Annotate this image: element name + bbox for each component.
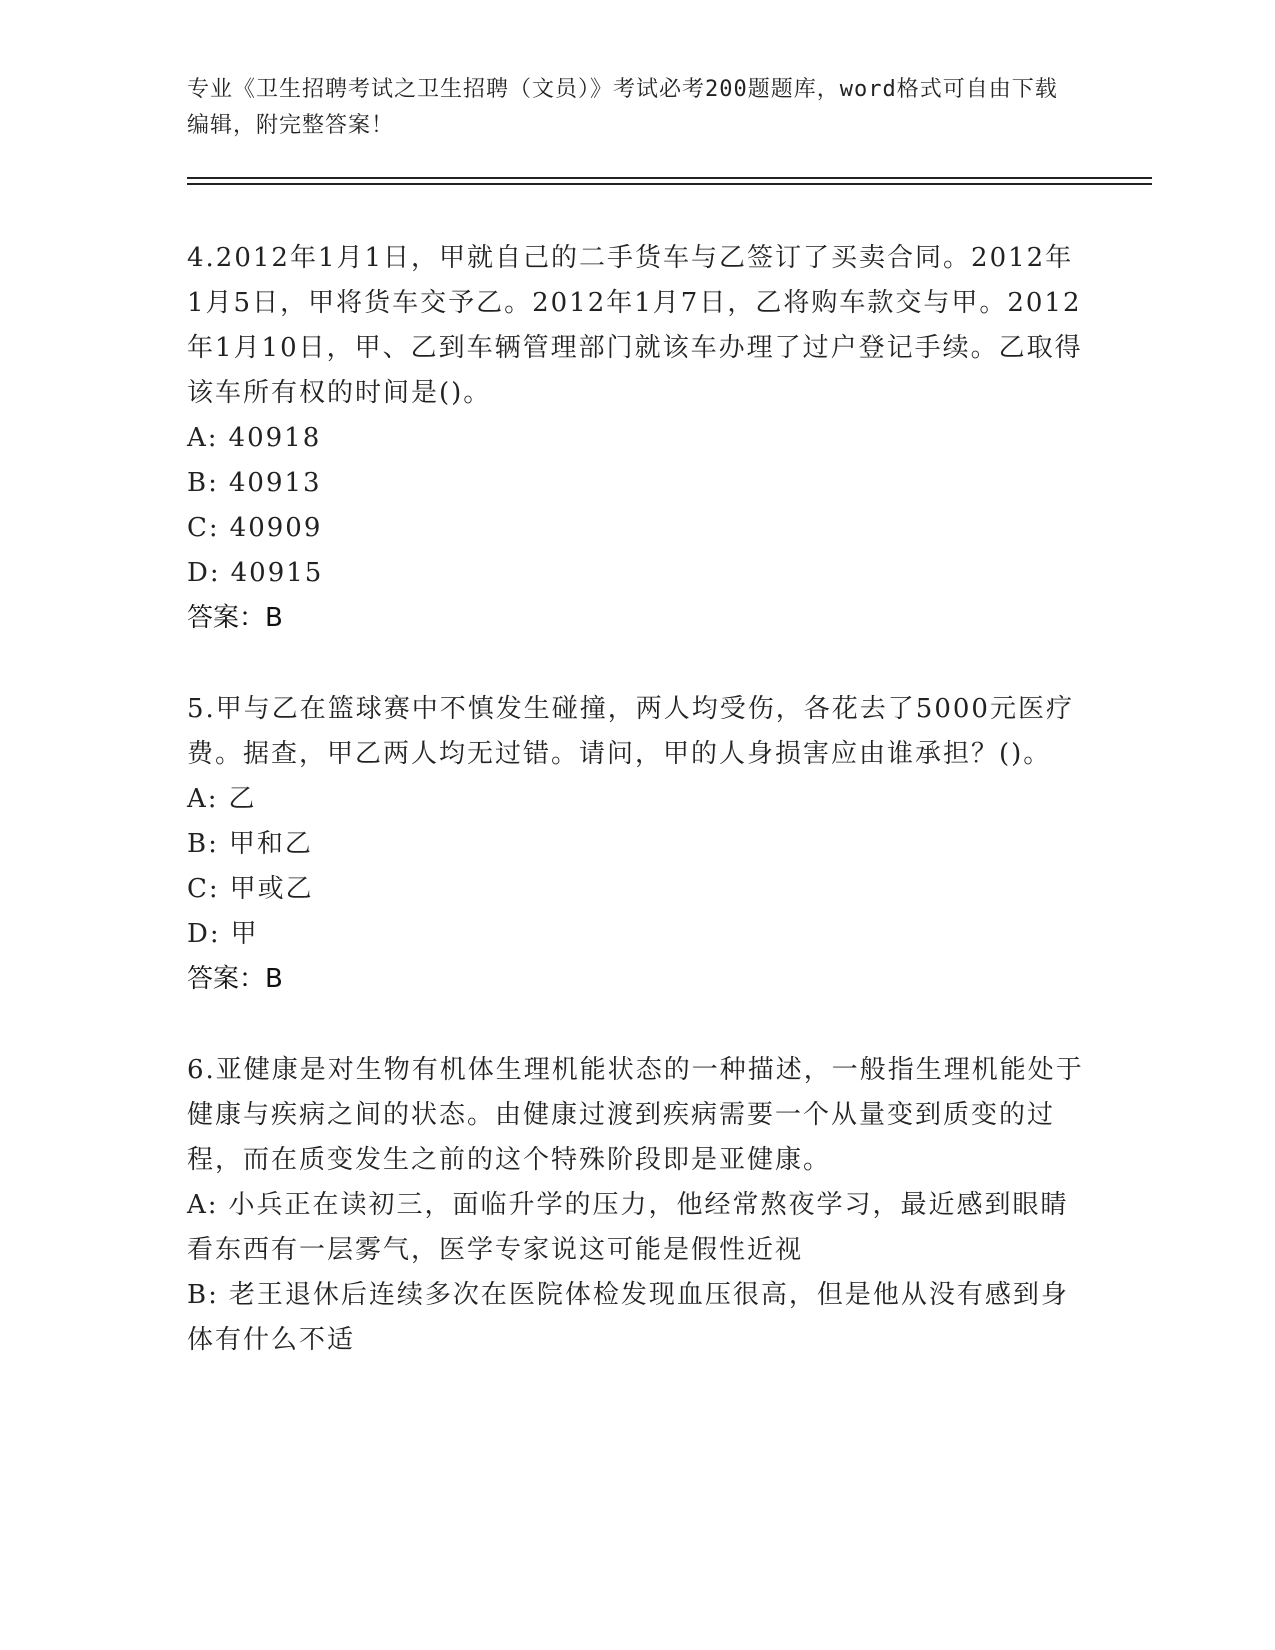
option-text: 老王退休后连续多次在医院体检发现血压很高，但是他从没有感到身体有什么不适 [187, 1280, 1069, 1355]
option-text: 40915 [230, 558, 324, 588]
question-stem: 4.2012年1月1日，甲就自己的二手货车与乙签订了买卖合同。2012年1月5日，甲将货车交予乙。2012年1月7日，乙将购车款交与甲。2012年1月10日，甲、乙到车辆管理部门就该车办理了过户登记手续。乙取得该车所有权的时间是()。 [187, 243, 1083, 408]
option-letter: D: [187, 558, 221, 588]
answer-line: 答案：B [187, 603, 283, 633]
option-d [187, 912, 1087, 957]
option-b [187, 822, 1087, 867]
option-b [187, 1273, 1087, 1363]
option-a [187, 1183, 1087, 1273]
option-letter: A: [187, 784, 219, 814]
option-c [187, 867, 1087, 912]
option-letter: B: [187, 829, 219, 859]
question-list [187, 236, 1087, 1409]
question-5 [187, 687, 1087, 1002]
option-letter: B: [187, 468, 219, 498]
option-text: 乙 [228, 784, 257, 814]
option-text: 甲和乙 [228, 829, 313, 859]
header-divider-bottom [187, 183, 1152, 185]
option-a [187, 416, 1087, 461]
answer-line: 答案：B [187, 964, 283, 994]
document-header: 专业《卫生招聘考试之卫生招聘（文员）》考试必考200题题库，word格式可自由下载编辑，附完整答案！ [187, 77, 1058, 138]
option-letter: A: [187, 423, 219, 453]
header-divider-top [187, 177, 1152, 179]
question-stem: 6.亚健康是对生物有机体生理机能状态的一种描述，一般指生理机能处于健康与疾病之间的状态。由健康过渡到疾病需要一个从量变到质变的过程，而在质变发生之前的这个特殊阶段即是亚健康。 [187, 1055, 1084, 1175]
option-d [187, 551, 1087, 596]
option-letter: C: [187, 513, 220, 543]
option-letter: C: [187, 874, 220, 904]
option-text: 小兵正在读初三，面临升学的压力，他经常熬夜学习，最近感到眼睛看东西有一层雾气，医学专家说这可能是假性近视 [187, 1190, 1069, 1265]
option-text: 甲或乙 [229, 874, 314, 904]
question-6 [187, 1048, 1087, 1363]
question-4 [187, 236, 1087, 641]
option-text: 甲 [230, 919, 259, 949]
option-b [187, 461, 1087, 506]
option-c [187, 506, 1087, 551]
option-text: 40913 [228, 468, 322, 498]
option-letter: B: [187, 1280, 219, 1310]
option-a [187, 777, 1087, 822]
option-letter: A: [187, 1190, 219, 1220]
option-text: 40918 [228, 423, 322, 453]
option-letter: D: [187, 919, 221, 949]
option-text: 40909 [229, 513, 323, 543]
question-stem: 5.甲与乙在篮球赛中不慎发生碰撞，两人均受伤，各花去了5000元医疗费。据查，甲乙两人均无过错。请问，甲的人身损害应由谁承担？()。 [187, 694, 1074, 769]
